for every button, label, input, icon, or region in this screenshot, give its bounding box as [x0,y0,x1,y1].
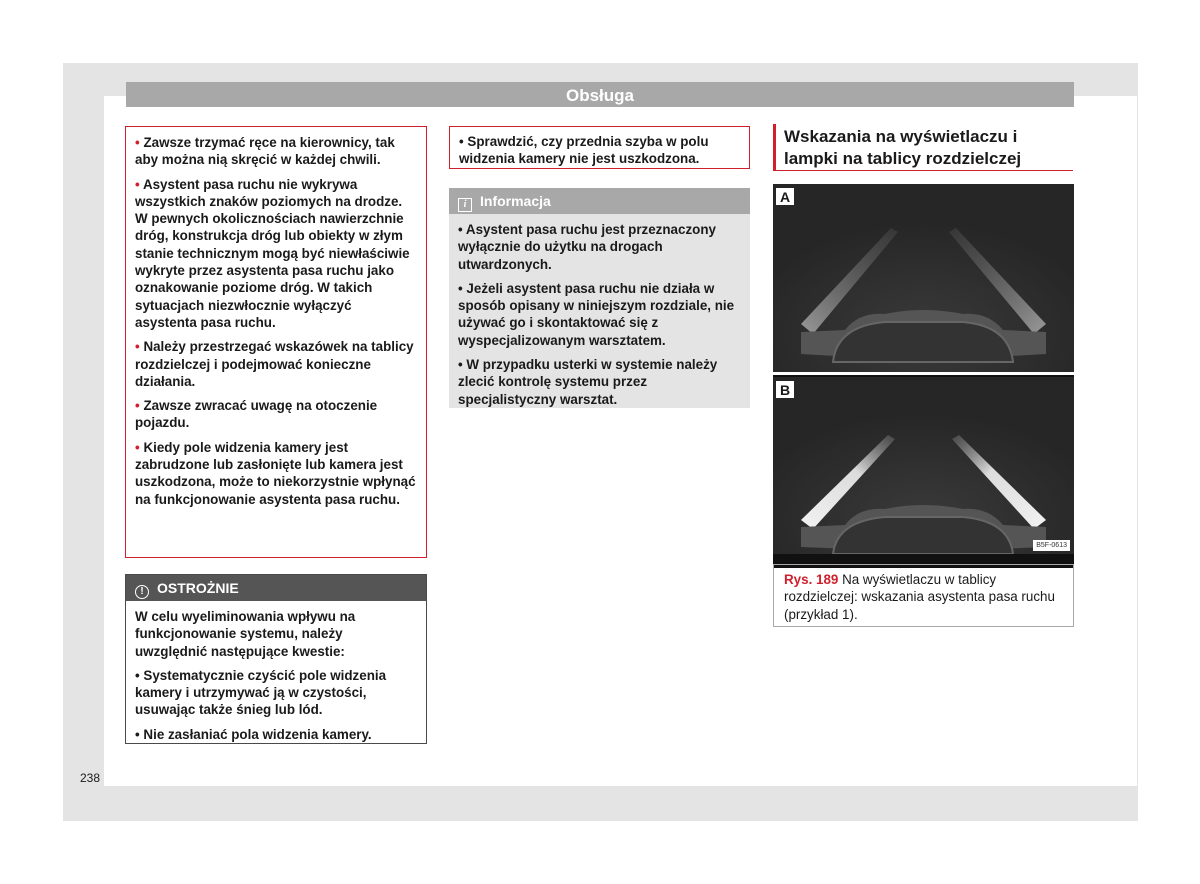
page-header: Obsługa [126,82,1074,107]
info-item: • Jeżeli asystent pasa ruchu nie działa w sposób opisany w niniejszym rozdziale, nie używać go i skontaktować się z wyspecjalizowanym warsztatem. [458,280,735,348]
caution-item: • Nie zasłaniać pola widzenia kamery. [135,726,372,742]
info-header [449,188,750,214]
caution-intro: W celu wyeliminowania wpływu na funkcjonowanie systemu, należy uwzględnić następujące kwestie: [135,609,356,659]
info-item: • W przypadku usterki w systemie należy zlecić kontrolę systemu przez specjalistyczny warsztat. [458,357,718,407]
warning-item: • Sprawdzić, czy przednia szyba w polu widzenia kamery nie jest uszkodzona. [459,134,709,167]
info-icon: i [458,198,472,212]
figure-lane-assist [773,184,1074,568]
lane-display-a-graphic [773,184,1074,372]
caution-title: OSTROŻNIE [157,580,239,596]
info-body [449,214,750,408]
page-number: 238 [80,771,101,785]
info-item: • Asystent pasa ruchu jest przeznaczony wyłącznie do użytku na drogach utwardzonych. [458,222,716,272]
caption-text: Na wyświetlaczu w tablicy rozdzielczej: wskazania asystenta pasa ruchu (przykład 1). [784,572,1055,622]
lane-display-b-graphic [773,377,1074,554]
warning-item: • Zawsze trzymać ręce na kierownicy, tak aby można nią skręcić w każdej chwili. [135,135,395,168]
figure-panel-a [773,184,1074,375]
warning-item: • Należy przestrzegać wskazówek na tablicy rozdzielczej i podejmować konieczne działania. [135,339,414,389]
caution-header [126,575,426,601]
warning-item: • Kiedy pole widzenia kamery jest zabrudzone lub zasłonięte lub kamera jest uszkodzona, może to niekorzystnie wpłynąć na funkcjonowanie asystenta pasa ruchu. [135,439,416,507]
caution-body [126,601,426,743]
warning-box-left [125,126,427,558]
warning-item: • Asystent pasa ruchu nie wykrywa wszystkich znaków poziomych na drodze. W pewnych okolicznościach nawierzchnie dróg, konstrukcja dróg lub obiekty w złym stanie technicznym mogą być niewłaściwie wykryte przez asystenta pasa ruchu jako oznakowanie poziome dróg. W takich sytuacjach niezwłocznie wyłączyć asystenta pasa ruchu. [135,176,410,330]
panel-a-label: A [776,188,794,205]
warning-item: • Zawsze zwracać uwagę na otoczenie pojazdu. [135,398,378,431]
bullet-icon: • [135,135,140,150]
caution-item: • Systematycznie czyścić pole widzenia kamery i utrzymywać ją w czystości, usuwając także śnieg lub lód. [135,667,387,718]
info-box [449,188,750,408]
panel-b-label: B [776,381,794,398]
caption-label: Rys. 189 [784,572,839,587]
bullet-icon: • [135,176,140,192]
bullet-icon: • [135,439,140,455]
bullet-icon: • [135,398,140,414]
info-title: Informacja [480,193,551,209]
figure-caption [773,564,1074,627]
warning-box-middle [449,126,750,169]
caution-box [125,574,427,744]
exclamation-icon: ! [135,585,149,599]
section-title: Wskazania na wyświetlaczu i lampki na tablicy rozdzielczej [773,124,1073,171]
figure-panel-b [773,377,1074,554]
figure-code: B5F-0613 [1033,540,1070,551]
bullet-icon: • [135,339,140,355]
